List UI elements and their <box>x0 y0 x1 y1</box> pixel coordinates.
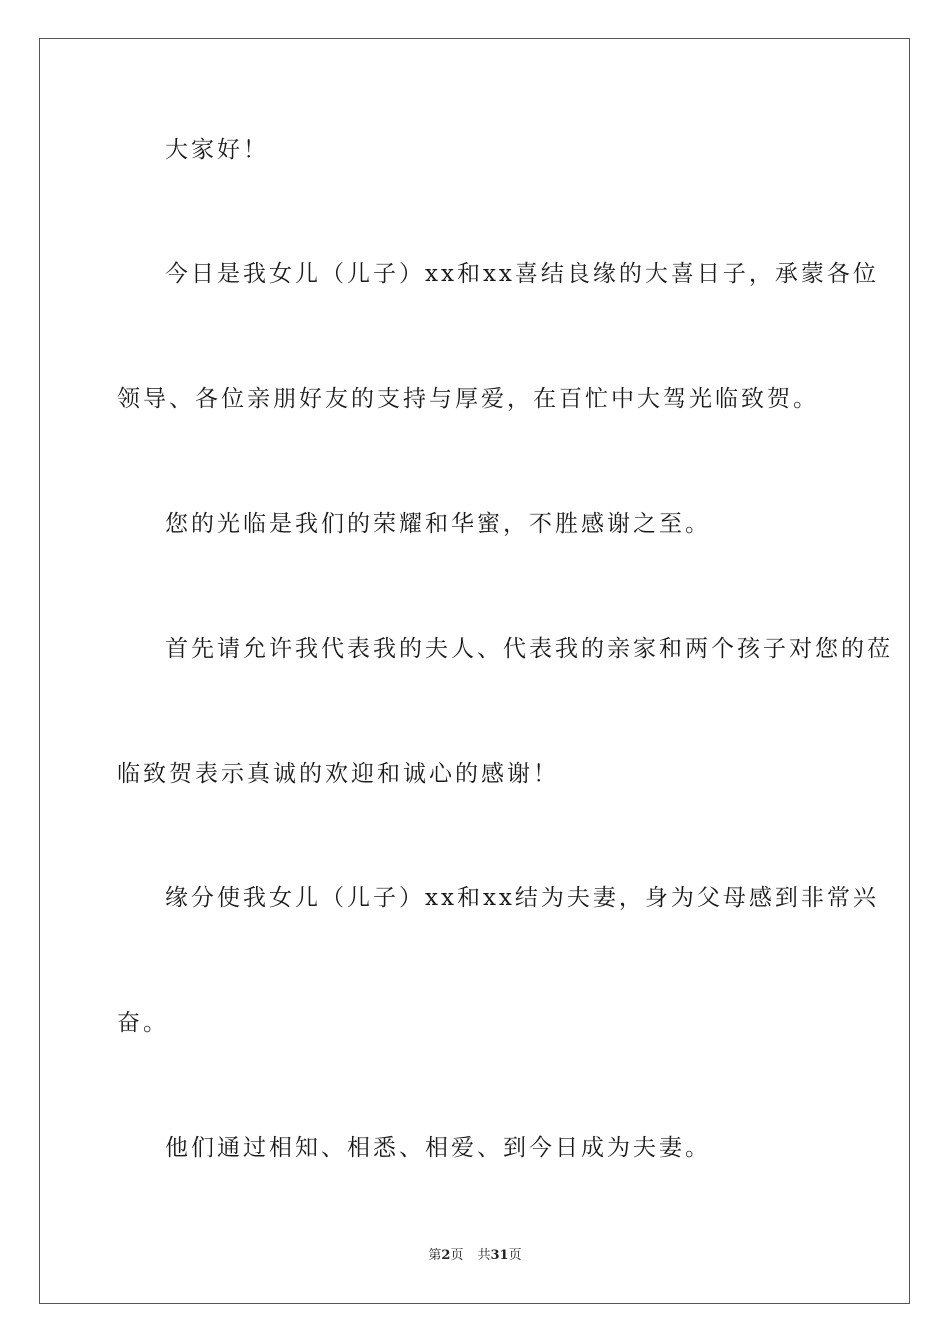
paragraph-4-line-1: 缘分使我女儿（儿子）xx和xx结为夫妻，身为父母感到非常兴 <box>165 885 879 911</box>
total-pages: 31 <box>490 1248 509 1263</box>
total-suffix: 页 <box>508 1248 522 1263</box>
paragraph-3-line-2: 临致贺表示真诚的欢迎和诚心的感谢！ <box>117 761 559 787</box>
page-border <box>39 38 910 1304</box>
paragraph-5-line-1: 他们通过相知、相悉、相爱、到今日成为夫妻。 <box>165 1135 711 1161</box>
greeting-line: 大家好！ <box>165 137 269 163</box>
page-suffix: 页 <box>450 1248 464 1263</box>
page-prefix: 第 <box>428 1248 442 1263</box>
total-prefix: 共 <box>477 1248 491 1263</box>
paragraph-4-line-2: 奋。 <box>117 1010 169 1036</box>
paragraph-3-line-1: 首先请允许我代表我的夫人、代表我的亲家和两个孩子对您的莅 <box>165 636 893 662</box>
page-number: 2 <box>441 1248 451 1263</box>
paragraph-1-line-1: 今日是我女儿（儿子）xx和xx喜结良缘的大喜日子，承蒙各位 <box>165 261 879 287</box>
paragraph-1-line-2: 领导、各位亲朋好友的支持与厚爱，在百忙中大驾光临致贺。 <box>117 386 819 412</box>
paragraph-2-line-1: 您的光临是我们的荣耀和华蜜，不胜感谢之至。 <box>165 511 711 537</box>
page-footer <box>0 1246 950 1266</box>
